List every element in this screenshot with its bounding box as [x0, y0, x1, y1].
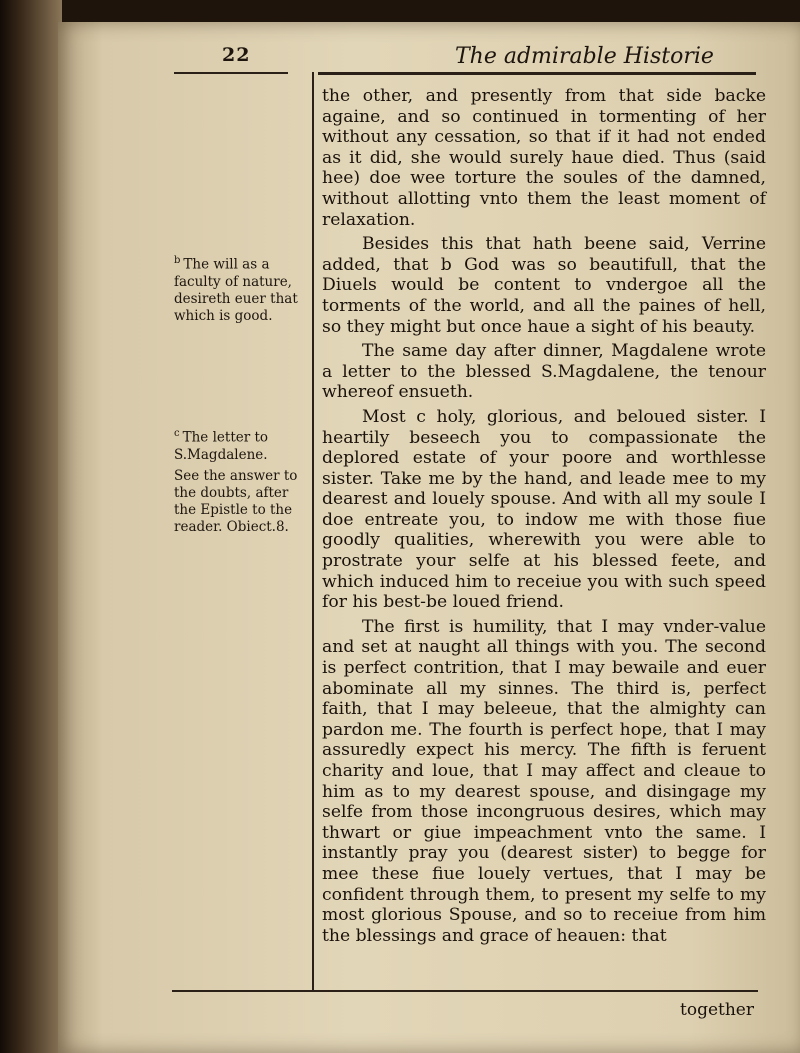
margin-note-text: The will as a faculty of nature, desireth euer that which is good. — [174, 256, 298, 324]
margin-note — [174, 252, 298, 325]
margin-note — [174, 425, 298, 464]
paragraph: The first is humility, that I may vnder-value and set at naught all things with you. The second is perfect contrition, that I may bewaile and euer abominate all my sinnes. The third is, perfect faith, that I may beleeue, that the almighty can pardon me. The fourth is perfect hope, that I may assuredly expect his mercy. The fifth is feruent charity and loue, that I may affect and cleaue to him as to my dearest spouse, and disingage my selfe from those incongruous desires, which may thwart or giue impeachment vnto the same. I instantly pray you (dearest sister) to begge for mee these fiue louely vertues, that I may be confident through them, to present my selfe to my most glorious Spouse, and so to receiue from him the blessings and grace of heauen: that — [322, 616, 766, 946]
footer-rule — [172, 990, 758, 992]
running-header: The admirable Historie — [455, 44, 714, 69]
header-rule-right — [318, 72, 756, 75]
margin-note — [174, 468, 298, 536]
book-spine — [0, 0, 62, 1053]
catchword: together — [680, 1000, 754, 1020]
paragraph: Besides this that hath beene said, Verrine added, that b God was so beautifull, that the Diuels would be content to vndergoe all the torments of the world, and all the paines of hell, so they might but once haue a sight of his beauty. — [322, 234, 766, 337]
margin-note-text: See the answer to the doubts, after the Epistle to the reader. Obiect.8. — [174, 468, 298, 535]
main-text — [322, 86, 766, 946]
paragraph: The same day after dinner, Magdalene wrote a letter to the blessed S.Magdalene, the tenour whereof ensueth. — [322, 341, 766, 403]
footnote-marker: c — [174, 428, 180, 439]
paragraph: Most c holy, glorious, and beloued sister. I heartily beseech you to compassionate the deplored estate of your poore and worthlesse sister. Take me by the hand, and leade mee to my dearest and louely spouse. And with all my soule I doe entreate you, to indow me with those fiue goodly qualities, wherewith you were able to prostrate your selfe at his blessed feete, and which induced him to receiue you with such speed for his best-be loued friend. — [322, 406, 766, 613]
paragraph: the other, and presently from that side backe againe, and so continued in tormenting of her without any cessation, so that if it had not ended as it did, she would surely haue died. Thus (said hee) doe wee torture the soules of the damned, without allotting vnto them the least moment of relaxation. — [322, 86, 766, 230]
margin-divider — [312, 72, 314, 992]
footnote-marker: b — [174, 255, 181, 266]
header-rule-left — [174, 72, 288, 74]
margin-note-text: The letter to S.Magdalene. — [174, 429, 269, 463]
page-number: 22 — [222, 44, 251, 66]
